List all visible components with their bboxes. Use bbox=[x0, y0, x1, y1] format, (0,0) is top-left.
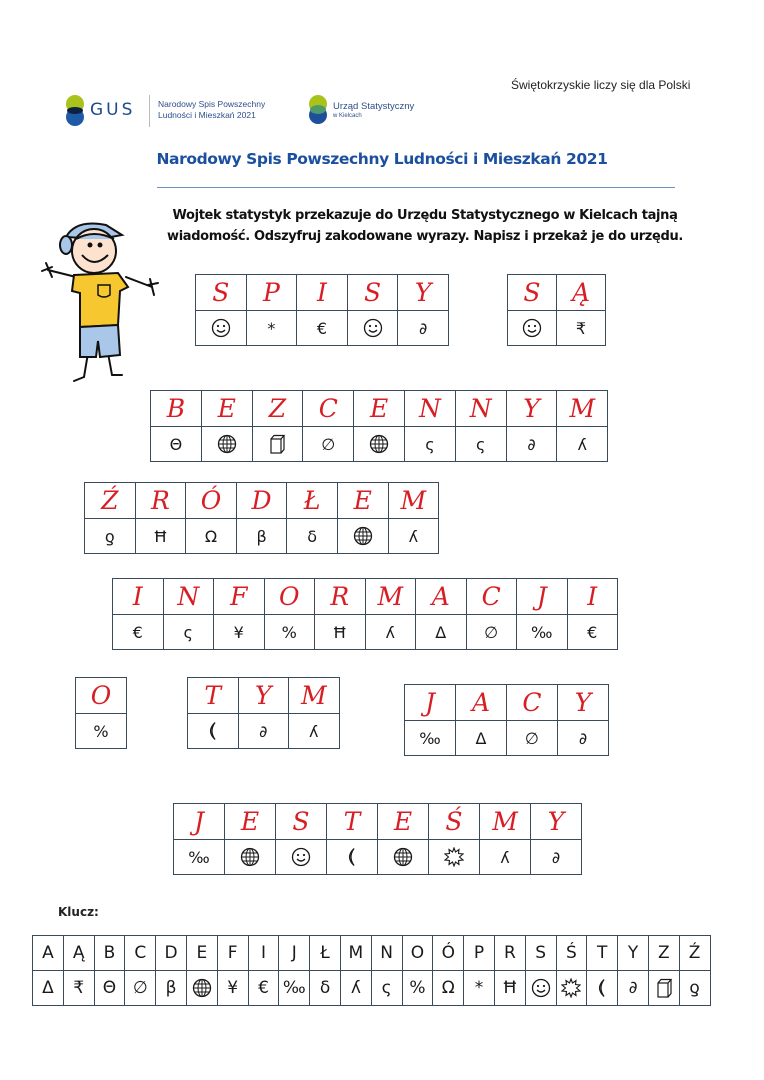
answer-letter-cell[interactable]: M bbox=[365, 579, 416, 615]
code-symbol-cell: Ħ bbox=[135, 519, 186, 554]
key-symbol-cell: Ħ bbox=[494, 971, 525, 1006]
answer-letters-row bbox=[76, 678, 127, 714]
answer-letter-cell[interactable]: Y bbox=[398, 275, 449, 311]
globe-icon bbox=[192, 978, 212, 998]
answer-letter-cell[interactable]: Y bbox=[238, 678, 289, 714]
answer-letters-row bbox=[174, 804, 582, 840]
key-symbol-cell: ƍ bbox=[679, 971, 710, 1006]
answer-letters-row bbox=[196, 275, 449, 311]
key-symbol-cell: ₹ bbox=[63, 971, 94, 1006]
key-symbol-cell: Δ bbox=[33, 971, 64, 1006]
answer-letter-cell[interactable]: R bbox=[315, 579, 366, 615]
answer-letter-cell[interactable]: S bbox=[196, 275, 247, 311]
answer-letter-cell[interactable]: T bbox=[188, 678, 239, 714]
globe-icon bbox=[393, 847, 413, 867]
cipher-word-informacji bbox=[112, 578, 618, 650]
code-symbol-cell: ς bbox=[163, 615, 214, 650]
smiley-icon bbox=[291, 847, 311, 867]
code-symbol-cell: % bbox=[76, 714, 127, 749]
cipher-word-zrodlem bbox=[84, 482, 439, 554]
answer-letter-cell[interactable]: O bbox=[76, 678, 127, 714]
key-symbol-cell: ‰ bbox=[279, 971, 310, 1006]
answer-letter-cell[interactable]: I bbox=[567, 579, 618, 615]
code-symbol-cell: ∂ bbox=[558, 721, 609, 756]
globe-icon bbox=[240, 847, 260, 867]
answer-letter-cell[interactable]: J bbox=[174, 804, 225, 840]
code-symbol-cell: ∂ bbox=[531, 840, 582, 875]
code-symbol-cell bbox=[252, 427, 303, 462]
cipher-word-spisy bbox=[195, 274, 449, 346]
code-symbol-cell: ʎ bbox=[365, 615, 416, 650]
code-symbol-cell: ¥ bbox=[214, 615, 265, 650]
answer-letter-cell[interactable]: Ó bbox=[186, 483, 237, 519]
answer-letter-cell[interactable]: M bbox=[388, 483, 439, 519]
code-symbol-cell bbox=[188, 714, 239, 749]
code-symbol-cell: ∅ bbox=[303, 427, 354, 462]
instructions bbox=[160, 205, 690, 247]
gus-logo-text: GUS bbox=[90, 100, 136, 120]
code-symbol-cell: ∅ bbox=[466, 615, 517, 650]
smiley-icon bbox=[522, 318, 542, 338]
gus-subtitle-line1: Narodowy Spis Powszechny bbox=[158, 99, 266, 109]
instructions-line2: wiadomość. Odszyfruj zakodowane wyrazy. Napisz i przekaż je do urzędu. bbox=[167, 229, 683, 244]
answer-letter-cell[interactable]: E bbox=[337, 483, 388, 519]
answer-letters-row bbox=[508, 275, 606, 311]
answer-letter-cell[interactable]: I bbox=[297, 275, 348, 311]
cipher-word-o bbox=[75, 677, 127, 749]
code-symbol-cell: € bbox=[567, 615, 618, 650]
code-symbols-row bbox=[85, 519, 439, 554]
answer-letter-cell[interactable]: Z bbox=[252, 391, 303, 427]
code-symbol-cell: * bbox=[246, 311, 297, 346]
code-symbol-cell: Θ bbox=[151, 427, 202, 462]
page-title: Narodowy Spis Powszechny Ludności i Mieszkań 2021 bbox=[156, 150, 608, 168]
key-symbol-cell: * bbox=[464, 971, 495, 1006]
key-letter-cell: B bbox=[94, 936, 125, 971]
answer-letter-cell[interactable]: E bbox=[201, 391, 252, 427]
code-symbol-cell: β bbox=[236, 519, 287, 554]
code-symbols-row bbox=[174, 840, 582, 875]
answer-letters-row bbox=[188, 678, 340, 714]
key-symbol-cell bbox=[525, 971, 556, 1006]
key-symbol-cell bbox=[587, 971, 618, 1006]
code-symbol-cell: ʎ bbox=[388, 519, 439, 554]
code-symbol-cell bbox=[337, 519, 388, 554]
answer-letter-cell[interactable]: A bbox=[416, 579, 467, 615]
answer-letter-cell[interactable]: N bbox=[455, 391, 506, 427]
key-letter-cell: R bbox=[494, 936, 525, 971]
answer-letter-cell[interactable]: P bbox=[246, 275, 297, 311]
code-symbols-row bbox=[76, 714, 127, 749]
logo-divider bbox=[149, 95, 150, 127]
answer-letter-cell[interactable]: S bbox=[508, 275, 557, 311]
key-symbol-cell: ς bbox=[371, 971, 402, 1006]
code-symbols-row bbox=[113, 615, 618, 650]
key-symbol-cell bbox=[556, 971, 587, 1006]
cipher-word-jestesmy bbox=[173, 803, 582, 875]
key-letter-cell: Ó bbox=[433, 936, 464, 971]
us-logo-text: Urząd Statystyczny bbox=[333, 101, 415, 112]
answer-letter-cell[interactable]: Ś bbox=[429, 804, 480, 840]
key-letter-cell: F bbox=[217, 936, 248, 971]
code-symbol-cell: ∂ bbox=[238, 714, 289, 749]
answer-letters-row bbox=[405, 685, 609, 721]
burst-icon bbox=[561, 978, 581, 998]
smiley-icon bbox=[531, 978, 551, 998]
answer-letter-cell[interactable]: Ł bbox=[287, 483, 338, 519]
tagline: Świętokrzyskie liczy się dla Polski bbox=[511, 78, 691, 92]
answer-letter-cell[interactable]: J bbox=[405, 685, 456, 721]
key-symbol-cell: δ bbox=[310, 971, 341, 1006]
key-letter-cell: M bbox=[340, 936, 371, 971]
answer-letter-cell[interactable]: M bbox=[480, 804, 531, 840]
key-letter-cell: Y bbox=[618, 936, 649, 971]
moon-icon bbox=[342, 847, 362, 867]
cipher-word-bezcennym bbox=[150, 390, 608, 462]
key-symbol-cell: % bbox=[402, 971, 433, 1006]
smiley-icon bbox=[211, 318, 231, 338]
code-symbol-cell: Ω bbox=[186, 519, 237, 554]
gus-subtitle-line2: Ludności i Mieszkań 2021 bbox=[158, 110, 256, 120]
gus-subtitle bbox=[158, 99, 265, 121]
key-symbol-cell: € bbox=[248, 971, 279, 1006]
answer-letter-cell[interactable]: Y bbox=[506, 391, 557, 427]
code-symbol-cell bbox=[201, 427, 252, 462]
code-symbols-row bbox=[188, 714, 340, 749]
key-symbol-cell: ʎ bbox=[340, 971, 371, 1006]
code-symbol-cell bbox=[196, 311, 247, 346]
answer-letter-cell[interactable]: T bbox=[327, 804, 378, 840]
code-symbol-cell bbox=[429, 840, 480, 875]
answer-letter-cell[interactable]: C bbox=[303, 391, 354, 427]
moon-icon bbox=[592, 978, 612, 998]
code-symbol-cell: ‰ bbox=[517, 615, 568, 650]
key-symbol-cell: β bbox=[156, 971, 187, 1006]
key-symbol-cell: Ω bbox=[433, 971, 464, 1006]
answer-letter-cell[interactable]: D bbox=[236, 483, 287, 519]
answer-letter-cell[interactable]: Y bbox=[558, 685, 609, 721]
answer-letter-cell[interactable]: N bbox=[404, 391, 455, 427]
code-symbol-cell: δ bbox=[287, 519, 338, 554]
answer-letter-cell[interactable]: J bbox=[517, 579, 568, 615]
answer-letter-cell[interactable]: I bbox=[113, 579, 164, 615]
globe-icon bbox=[369, 434, 389, 454]
code-symbol-cell: Δ bbox=[416, 615, 467, 650]
key-symbol-cell bbox=[648, 971, 679, 1006]
code-symbol-cell bbox=[276, 840, 327, 875]
code-symbol-cell: ‰ bbox=[174, 840, 225, 875]
code-symbol-cell: ς bbox=[455, 427, 506, 462]
key-letter-cell: A bbox=[33, 936, 64, 971]
key-letter-cell: E bbox=[186, 936, 217, 971]
answer-letter-cell[interactable]: E bbox=[354, 391, 405, 427]
burst-icon bbox=[444, 847, 464, 867]
cipher-key-table bbox=[32, 935, 711, 1006]
code-symbol-cell: Ħ bbox=[315, 615, 366, 650]
us-logo-icon bbox=[307, 94, 329, 126]
moon-icon bbox=[203, 721, 223, 741]
answer-letter-cell[interactable]: Y bbox=[531, 804, 582, 840]
key-letter-cell: Z bbox=[648, 936, 679, 971]
answer-letter-cell[interactable]: F bbox=[214, 579, 265, 615]
answer-letter-cell[interactable]: R bbox=[135, 483, 186, 519]
cipher-word-sa bbox=[507, 274, 606, 346]
instructions-line1: Wojtek statystyk przekazuje do Urzędu Statystycznego w Kielcach tajną bbox=[172, 208, 678, 223]
box-icon bbox=[654, 978, 674, 998]
code-symbols-row bbox=[405, 721, 609, 756]
cipher-word-jacy bbox=[404, 684, 609, 756]
code-symbol-cell: ʎ bbox=[480, 840, 531, 875]
answer-letters-row bbox=[151, 391, 608, 427]
code-symbol-cell: € bbox=[113, 615, 164, 650]
code-symbol-cell bbox=[347, 311, 398, 346]
cipher-word-tym bbox=[187, 677, 340, 749]
code-symbol-cell: Δ bbox=[456, 721, 507, 756]
key-letter-cell: S bbox=[525, 936, 556, 971]
code-symbol-cell: ‰ bbox=[405, 721, 456, 756]
title-divider bbox=[157, 187, 675, 188]
code-symbol-cell bbox=[508, 311, 557, 346]
key-letter-cell: T bbox=[587, 936, 618, 971]
answer-letters-row bbox=[113, 579, 618, 615]
answer-letter-cell[interactable]: M bbox=[557, 391, 608, 427]
answer-letter-cell[interactable]: Ą bbox=[557, 275, 606, 311]
key-letter-cell: P bbox=[464, 936, 495, 971]
us-logo-subtext: w Kielcach bbox=[333, 113, 362, 119]
code-symbols-row bbox=[196, 311, 449, 346]
key-letter-cell: J bbox=[279, 936, 310, 971]
code-symbol-cell: € bbox=[297, 311, 348, 346]
key-symbol-cell: ∂ bbox=[618, 971, 649, 1006]
code-symbol-cell bbox=[354, 427, 405, 462]
key-letter-cell: Ł bbox=[310, 936, 341, 971]
key-letter-cell: Ź bbox=[679, 936, 710, 971]
globe-icon bbox=[353, 526, 373, 546]
code-symbol-cell bbox=[225, 840, 276, 875]
code-symbol-cell: ∂ bbox=[398, 311, 449, 346]
key-letter-cell: Ą bbox=[63, 936, 94, 971]
key-letter-cell: I bbox=[248, 936, 279, 971]
answer-letter-cell[interactable]: E bbox=[225, 804, 276, 840]
key-label: Klucz: bbox=[58, 905, 99, 919]
code-symbol-cell: ς bbox=[404, 427, 455, 462]
key-letter-cell: C bbox=[125, 936, 156, 971]
answer-letter-cell[interactable]: Ź bbox=[85, 483, 136, 519]
key-letter-cell: Ś bbox=[556, 936, 587, 971]
answer-letter-cell[interactable]: S bbox=[347, 275, 398, 311]
key-letter-cell: D bbox=[156, 936, 187, 971]
code-symbols-row bbox=[151, 427, 608, 462]
answer-letter-cell[interactable]: S bbox=[276, 804, 327, 840]
answer-letter-cell[interactable]: C bbox=[507, 685, 558, 721]
code-symbol-cell: ₹ bbox=[557, 311, 606, 346]
key-letter-cell: O bbox=[402, 936, 433, 971]
answer-letter-cell[interactable]: N bbox=[163, 579, 214, 615]
code-symbol-cell: % bbox=[264, 615, 315, 650]
key-letter-cell: N bbox=[371, 936, 402, 971]
code-symbol-cell: ∂ bbox=[506, 427, 557, 462]
code-symbol-cell bbox=[378, 840, 429, 875]
answer-letter-cell[interactable]: C bbox=[466, 579, 517, 615]
key-symbol-cell: ∅ bbox=[125, 971, 156, 1006]
answer-letter-cell[interactable]: B bbox=[151, 391, 202, 427]
box-icon bbox=[267, 434, 287, 454]
key-symbol-cell: Θ bbox=[94, 971, 125, 1006]
answer-letter-cell[interactable]: M bbox=[289, 678, 340, 714]
globe-icon bbox=[217, 434, 237, 454]
answer-letter-cell[interactable]: O bbox=[264, 579, 315, 615]
answer-letter-cell[interactable]: A bbox=[456, 685, 507, 721]
code-symbols-row bbox=[508, 311, 606, 346]
smiley-icon bbox=[363, 318, 383, 338]
answer-letter-cell[interactable]: E bbox=[378, 804, 429, 840]
key-letters-row bbox=[33, 936, 711, 971]
code-symbol-cell: ʎ bbox=[557, 427, 608, 462]
answer-letters-row bbox=[85, 483, 439, 519]
code-symbol-cell bbox=[327, 840, 378, 875]
key-codes-row bbox=[33, 971, 711, 1006]
key-symbol-cell: ¥ bbox=[217, 971, 248, 1006]
code-symbol-cell: ʎ bbox=[289, 714, 340, 749]
code-symbol-cell: ∅ bbox=[507, 721, 558, 756]
code-symbol-cell: ƍ bbox=[85, 519, 136, 554]
key-symbol-cell bbox=[186, 971, 217, 1006]
boy-illustration-icon bbox=[38, 215, 163, 385]
